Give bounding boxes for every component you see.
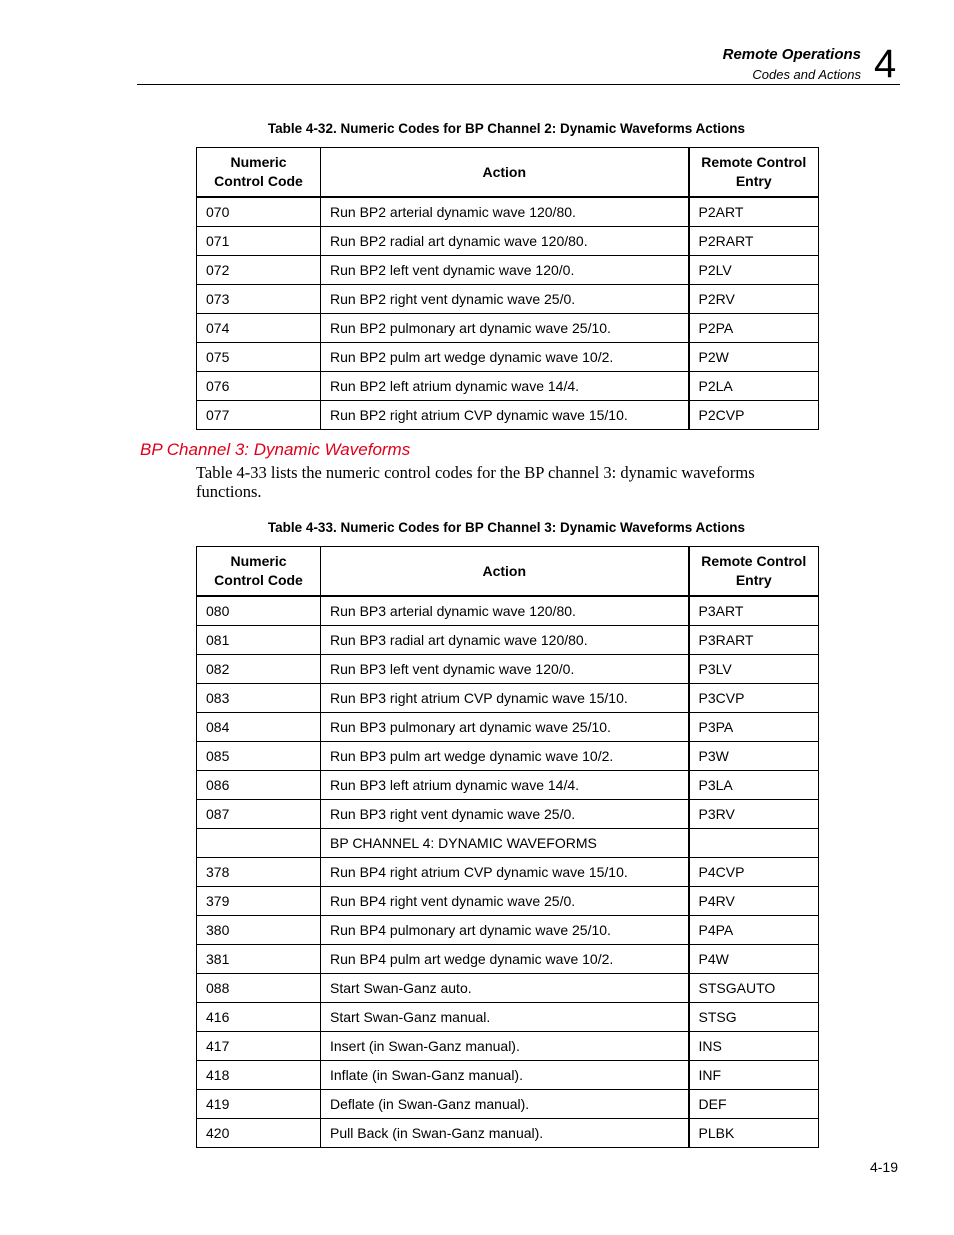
cell-code: 085 xyxy=(197,742,321,771)
table-row xyxy=(197,655,819,684)
cell-action: Insert (in Swan-Ganz manual). xyxy=(321,1032,689,1061)
cell-code: 378 xyxy=(197,858,321,887)
cell-code: 086 xyxy=(197,771,321,800)
cell-code: 076 xyxy=(197,372,321,401)
cell-entry: P2PA xyxy=(689,314,819,343)
cell-action: Run BP2 pulmonary art dynamic wave 25/10. xyxy=(321,314,689,343)
cell-code: 420 xyxy=(197,1119,321,1148)
header-entry: Remote Control Entry xyxy=(689,148,819,198)
table-row xyxy=(197,626,819,655)
cell-code xyxy=(197,829,321,858)
cell-entry: P4PA xyxy=(689,916,819,945)
cell-code: 075 xyxy=(197,343,321,372)
cell-entry: P2RV xyxy=(689,285,819,314)
cell-code: 087 xyxy=(197,800,321,829)
table-4-33-caption: Table 4-33. Numeric Codes for BP Channel 3: Dynamic Waveforms Actions xyxy=(267,520,746,535)
cell-entry: P2LA xyxy=(689,372,819,401)
cell-action: Run BP2 arterial dynamic wave 120/80. xyxy=(321,197,689,227)
cell-code: 071 xyxy=(197,227,321,256)
table-row xyxy=(197,1090,819,1119)
table-row xyxy=(197,596,819,626)
cell-action: Run BP2 right vent dynamic wave 25/0. xyxy=(321,285,689,314)
header-rule xyxy=(137,84,900,85)
cell-action: Run BP3 right vent dynamic wave 25/0. xyxy=(321,800,689,829)
cell-action: Run BP3 pulm art wedge dynamic wave 10/2. xyxy=(321,742,689,771)
table-row xyxy=(197,1032,819,1061)
cell-action: Run BP2 radial art dynamic wave 120/80. xyxy=(321,227,689,256)
cell-action: Inflate (in Swan-Ganz manual). xyxy=(321,1061,689,1090)
cell-entry: P2CVP xyxy=(689,401,819,430)
cell-action: Run BP4 right vent dynamic wave 25/0. xyxy=(321,887,689,916)
cell-code: 070 xyxy=(197,197,321,227)
header-code: Numeric Control Code xyxy=(197,148,321,198)
cell-code: 418 xyxy=(197,1061,321,1090)
cell-action: Run BP3 right atrium CVP dynamic wave 15/10. xyxy=(321,684,689,713)
cell-entry: P2W xyxy=(689,343,819,372)
cell-code: 416 xyxy=(197,1003,321,1032)
cell-action: Deflate (in Swan-Ganz manual). xyxy=(321,1090,689,1119)
table-4-32-caption: Table 4-32. Numeric Codes for BP Channel 2: Dynamic Waveforms Actions xyxy=(267,121,746,136)
cell-code: 084 xyxy=(197,713,321,742)
cell-entry: P2ART xyxy=(689,197,819,227)
table-row xyxy=(197,800,819,829)
cell-entry: P3CVP xyxy=(689,684,819,713)
table-row xyxy=(197,343,819,372)
cell-action: Run BP2 right atrium CVP dynamic wave 15/10. xyxy=(321,401,689,430)
cell-action: Run BP4 pulmonary art dynamic wave 25/10. xyxy=(321,916,689,945)
table-header-row xyxy=(197,547,819,597)
header-code: Numeric Control Code xyxy=(197,547,321,597)
cell-entry: INS xyxy=(689,1032,819,1061)
cell-action: BP CHANNEL 4: DYNAMIC WAVEFORMS xyxy=(321,829,689,858)
table-4-33-body xyxy=(197,596,819,1148)
table-header-row xyxy=(197,148,819,198)
cell-entry: P2RART xyxy=(689,227,819,256)
cell-action: Run BP2 left atrium dynamic wave 14/4. xyxy=(321,372,689,401)
cell-action: Run BP2 left vent dynamic wave 120/0. xyxy=(321,256,689,285)
section-paragraph: Table 4-33 lists the numeric control codes for the BP channel 3: dynamic waveforms functions. xyxy=(196,463,755,501)
table-row xyxy=(197,858,819,887)
cell-code: 073 xyxy=(197,285,321,314)
cell-code: 074 xyxy=(197,314,321,343)
cell-code: 417 xyxy=(197,1032,321,1061)
table-row xyxy=(197,945,819,974)
cell-entry: P3W xyxy=(689,742,819,771)
cell-entry: P3ART xyxy=(689,596,819,626)
cell-entry: DEF xyxy=(689,1090,819,1119)
page-number: 4-19 xyxy=(869,1159,898,1175)
table-4-32-body xyxy=(197,197,819,430)
cell-entry: P3RV xyxy=(689,800,819,829)
cell-code: 381 xyxy=(197,945,321,974)
header-title: Remote Operations xyxy=(722,46,861,63)
cell-code: 077 xyxy=(197,401,321,430)
table-row xyxy=(197,372,819,401)
cell-code: 081 xyxy=(197,626,321,655)
table-row xyxy=(197,713,819,742)
cell-entry: P4CVP xyxy=(689,858,819,887)
cell-code: 082 xyxy=(197,655,321,684)
cell-action: Start Swan-Ganz manual. xyxy=(321,1003,689,1032)
chapter-number: 4 xyxy=(874,42,897,86)
cell-entry: PLBK xyxy=(689,1119,819,1148)
table-row xyxy=(197,1119,819,1148)
cell-action: Run BP3 left atrium dynamic wave 14/4. xyxy=(321,771,689,800)
cell-code: 419 xyxy=(197,1090,321,1119)
cell-action: Run BP2 pulm art wedge dynamic wave 10/2. xyxy=(321,343,689,372)
table-row xyxy=(197,974,819,1003)
cell-action: Pull Back (in Swan-Ganz manual). xyxy=(321,1119,689,1148)
cell-code: 080 xyxy=(197,596,321,626)
table-row xyxy=(197,771,819,800)
table-row xyxy=(197,285,819,314)
table-row xyxy=(197,829,819,858)
table-row xyxy=(197,401,819,430)
cell-action: Run BP3 radial art dynamic wave 120/80. xyxy=(321,626,689,655)
table-row xyxy=(197,916,819,945)
section-heading: BP Channel 3: Dynamic Waveforms xyxy=(140,440,411,459)
cell-entry: P3RART xyxy=(689,626,819,655)
cell-code: 380 xyxy=(197,916,321,945)
cell-entry: P4RV xyxy=(689,887,819,916)
table-4-32 xyxy=(196,147,819,430)
cell-action: Run BP4 pulm art wedge dynamic wave 10/2. xyxy=(321,945,689,974)
header-entry: Remote Control Entry xyxy=(689,547,819,597)
cell-code: 072 xyxy=(197,256,321,285)
header-subtitle: Codes and Actions xyxy=(752,67,861,82)
cell-action: Run BP3 arterial dynamic wave 120/80. xyxy=(321,596,689,626)
table-row xyxy=(197,887,819,916)
cell-action: Run BP4 right atrium CVP dynamic wave 15/10. xyxy=(321,858,689,887)
table-row xyxy=(197,256,819,285)
cell-code: 379 xyxy=(197,887,321,916)
cell-code: 083 xyxy=(197,684,321,713)
table-row xyxy=(197,314,819,343)
table-row xyxy=(197,742,819,771)
cell-entry: P3LV xyxy=(689,655,819,684)
table-4-33 xyxy=(196,546,819,1148)
cell-entry: P3PA xyxy=(689,713,819,742)
table-row xyxy=(197,1003,819,1032)
cell-entry: P4W xyxy=(689,945,819,974)
cell-action: Run BP3 pulmonary art dynamic wave 25/10. xyxy=(321,713,689,742)
cell-entry: P2LV xyxy=(689,256,819,285)
cell-action: Start Swan-Ganz auto. xyxy=(321,974,689,1003)
table-row xyxy=(197,227,819,256)
cell-entry: P3LA xyxy=(689,771,819,800)
table-row xyxy=(197,1061,819,1090)
header-action: Action xyxy=(321,547,689,597)
cell-entry xyxy=(689,829,819,858)
cell-entry: INF xyxy=(689,1061,819,1090)
cell-code: 088 xyxy=(197,974,321,1003)
cell-entry: STSG xyxy=(689,1003,819,1032)
header-action: Action xyxy=(321,148,689,198)
table-row xyxy=(197,197,819,227)
cell-action: Run BP3 left vent dynamic wave 120/0. xyxy=(321,655,689,684)
cell-entry: STSGAUTO xyxy=(689,974,819,1003)
table-row xyxy=(197,684,819,713)
